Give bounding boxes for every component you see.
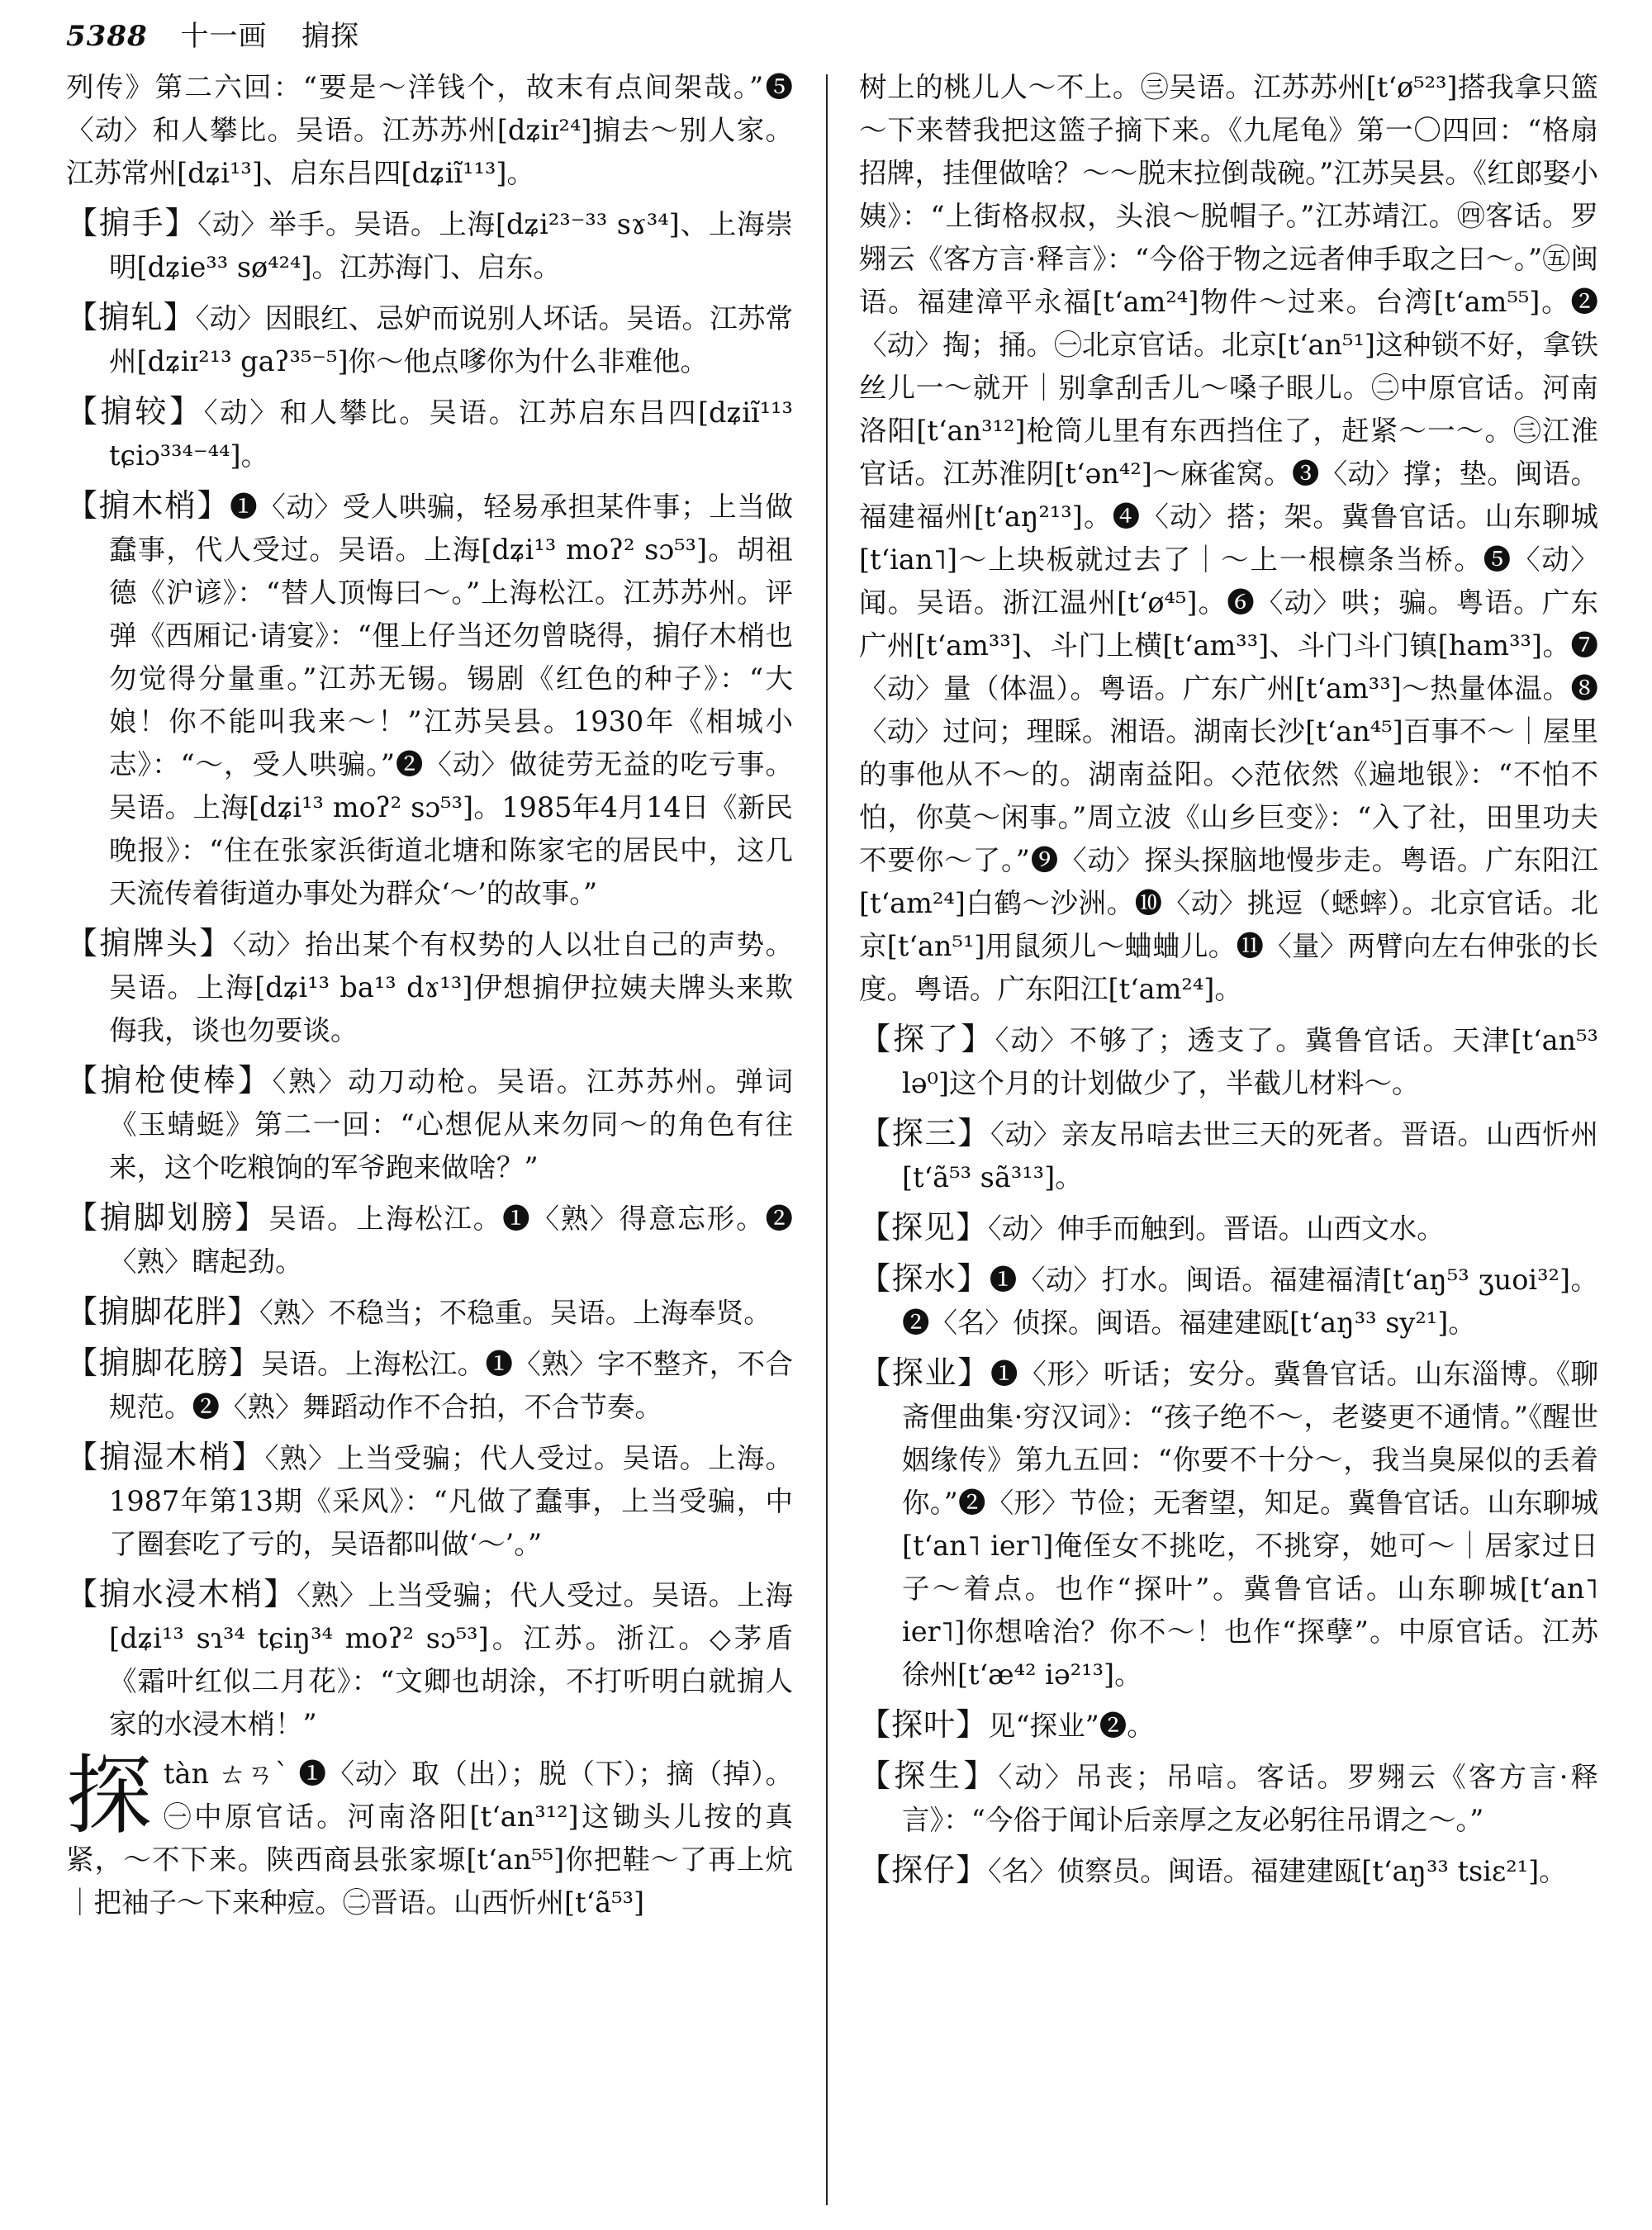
column-divider bbox=[826, 74, 828, 2205]
dictionary-entry bbox=[859, 1848, 1598, 1893]
entry-text: 〈名〉侦察员。闽语。福建建瓯[tʻaŋ³³ tsiɛ²¹]。 bbox=[988, 1855, 1567, 1887]
entry-headword: 【掮较】 bbox=[66, 393, 204, 429]
entry-text: ❶〈动〉受人哄骗，轻易承担某件事；上当做蠢事，代人受过。吴语。上海[dʑi¹³ moʔ² sɔ⁵³]。胡祖德《沪谚》：“替人顶悔曰～。”上海松江。江苏苏州。评弹《西厢记·请宴》：“俚上仔当还勿曾晓得，掮仔木梢也勿觉得分量重。”江苏无锡。锡剧《红色的种子》：“大娘！你不能叫我来～！”江苏吴县。1930年《相城小志》：“～，受人哄骗。”❷〈动〉做徒劳无益的吃亏事。吴语。上海[dʑi¹³ moʔ² sɔ⁵³]。1985年4月14日《新民晚报》：“住在张家浜街道北塘和陈家宅的居民中，这几天流传着街道办事处为群众‘～’的故事。” bbox=[109, 491, 793, 909]
entry-text: 列传》第二六回：“要是～洋钱个，故末有点间架哉。”❺〈动〉和人攀比。吴语。江苏苏州[dʑiɪ²⁴]掮去～别人家。江苏常州[dʑi¹³]、启东吕四[dʑiĩ¹¹³]。 bbox=[66, 71, 793, 189]
entry-headword: 【掮水浸木梢】 bbox=[66, 1576, 297, 1612]
dictionary-entry bbox=[66, 1435, 793, 1566]
head-character-entry bbox=[66, 1745, 793, 1924]
entry-headword: 【掮木梢】 bbox=[66, 487, 230, 524]
entry-headword: 【探叶】 bbox=[859, 1706, 989, 1743]
entry-headword: 【掮手】 bbox=[66, 205, 198, 241]
dictionary-entry bbox=[66, 1196, 793, 1283]
dictionary-entry bbox=[66, 484, 793, 915]
entry-text: 树上的桃儿人～不上。㊂吴语。江苏苏州[tʻø⁵²³]搭我拿只篮～下来替我把这篮子摘下来。《九尾龟》第一〇四回：“格扇招牌，挂俚做啥？～～脱末拉倒哉碗。”江苏吴县。《红郎娶小姨》：“上街格叔叔，头浪～脱帽子。”江苏靖江。㊃客话。罗翙云《客方言·释言》：“今俗于物之远者伸手取之曰～。”㊄闽语。福建漳平永福[tʻam²⁴]物件～过来。台湾[tʻam⁵⁵]。❷〈动〉掏；捅。㊀北京官话。北京[tʻan⁵¹]这种锁不好，拿铁丝儿一～就开｜别拿刮舌儿～嗓子眼儿。㊁中原官话。河南洛阳[tʻan³¹²]枪筒儿里有东西挡住了，赶紧～一～。㊂江淮官话。江苏淮阴[tʻən⁴²]～麻雀窝。❸〈动〉撑；垫。闽语。福建福州[tʻaŋ²¹³]。❹〈动〉搭；架。冀鲁官话。山东聊城[tʻian˥]～上块板就过去了｜～上一根檩条当桥。❺〈动〉闻。吴语。浙江温州[tʻø⁴⁵]。❻〈动〉哄；骗。粤语。广东广州[tʻam³³]、斗门上横[tʻam³³]、斗门斗门镇[ham³³]。❼〈动〉量（体温）。粤语。广东广州[tʻam³³]～热量体温。❽〈动〉过问；理睬。湘语。湖南长沙[tʻan⁴⁵]百事不～｜屋里的事他从不～的。湖南益阳。◇范依然《遍地银》：“不怕不怕，你莫～闲事。”周立波《山乡巨变》：“入了社，田里功夫不要你～了。”❾〈动〉探头探脑地慢步走。粤语。广东阳江[tʻam²⁴]白鹤～沙洲。❿〈动〉挑逗（蟋蟀）。北京官话。北京[tʻan⁵¹]用鼠须儿～蛐蛐儿。⓫〈量〉两臂向左右伸张的长度。粤语。广东阳江[tʻam²⁴]。 bbox=[859, 71, 1598, 1005]
entry-text: 〈动〉抬出某个有权势的人以壮自己的声势。吴语。上海[dʑi¹³ ba¹³ dɤ¹³]伊想掮伊拉姨夫牌头来欺侮我，谈也勿要谈。 bbox=[109, 928, 793, 1046]
entry-headword: 【探了】 bbox=[859, 1021, 995, 1057]
page-number: 5388 bbox=[66, 20, 148, 53]
entry-text: 吴语。上海松江。❶〈熟〉得意忘形。❷〈熟〉瞎起劲。 bbox=[109, 1203, 793, 1278]
section-label: 十一画 bbox=[180, 20, 268, 53]
entry-text: 〈动〉亲友吊唁去世三天的死者。晋语。山西忻州[tʻã⁵³ sã³¹³]。 bbox=[902, 1118, 1598, 1193]
dictionary-entry bbox=[859, 1206, 1598, 1250]
entry-headword: 【掮枪使棒】 bbox=[66, 1062, 273, 1098]
dictionary-entry bbox=[66, 1573, 793, 1746]
entry-headword: 【掮脚划膀】 bbox=[66, 1199, 269, 1236]
dictionary-entry bbox=[66, 1341, 793, 1429]
entry-headword: 【掮脚花胖】 bbox=[66, 1293, 260, 1330]
continued-entry-text bbox=[859, 66, 1598, 1011]
dictionary-entry bbox=[859, 1351, 1598, 1696]
entry-text: 〈动〉伸手而触到。晋语。山西文水。 bbox=[988, 1212, 1445, 1245]
entry-text: 〈熟〉上当受骗；代人受过。吴语。上海。1987年第13期《采风》：“凡做了蠢事，上当受骗，中了圈套吃了亏的，吴语都叫做‘～’。” bbox=[109, 1442, 793, 1560]
dictionary-entry bbox=[66, 1059, 793, 1189]
entry-headword: 【掮牌头】 bbox=[66, 925, 233, 961]
entry-text: 〈动〉和人攀比。吴语。江苏启东吕四[dʑiĩ¹¹³ tɕiɔ³³⁴⁻⁴⁴]。 bbox=[109, 396, 793, 472]
page-title: 掮探 bbox=[301, 20, 360, 53]
entry-headword: 【掮湿木梢】 bbox=[66, 1439, 265, 1475]
entry-text: 〈熟〉不稳当；不稳重。吴语。上海奉贤。 bbox=[259, 1297, 771, 1329]
dictionary-entry bbox=[859, 1018, 1598, 1105]
page-header bbox=[66, 12, 1611, 61]
entry-headword: 【探见】 bbox=[859, 1209, 989, 1245]
entry-headword: 【掮轧】 bbox=[66, 299, 196, 335]
dictionary-entry bbox=[66, 390, 793, 477]
entry-text: 吴语。上海松江。❶〈熟〉字不整齐，不合规范。❷〈熟〉舞蹈动作不合拍，不合节奏。 bbox=[109, 1348, 793, 1423]
entry-headword: 【探业】 bbox=[859, 1355, 990, 1391]
dictionary-entry bbox=[859, 1754, 1598, 1842]
entry-headword: 【探三】 bbox=[859, 1115, 990, 1151]
left-column bbox=[66, 66, 793, 2213]
entry-text: 〈熟〉动刀动枪。吴语。江苏苏州。弹词《玉蜻蜓》第二一回：“心想伲从来勿同～的角色有往来，这个吃粮饷的军爷跑来做啥？” bbox=[109, 1065, 793, 1184]
entry-text: ❶〈动〉打水。闽语。福建福清[tʻaŋ⁵³ ʒuoi³²]。❷〈名〉侦探。闽语。福建建瓯[tʻaŋ³³ sy²¹]。 bbox=[902, 1264, 1598, 1339]
dictionary-entry bbox=[859, 1257, 1598, 1345]
dictionary-entry bbox=[66, 296, 793, 383]
entry-text: 〈动〉因眼红、忌妒而说别人坏话。吴语。江苏常州[dʑiɪ²¹³ gaʔ³⁵⁻⁵]你～他点嗲你为什么非难他。 bbox=[109, 302, 793, 377]
entry-text: 〈动〉举手。吴语。上海[dʑi²³⁻³³ sɤ³⁴]、上海崇明[dʑie³³ sø⁴²⁴]。江苏海门、启东。 bbox=[109, 208, 793, 283]
entry-text: tàn ㄊㄢˋ ❶〈动〉取（出）；脱（下）；摘（掉）。㊀中原官话。河南洛阳[tʻan³¹²]这锄头儿按的真紧，～不下来。陕西商县张家塬[tʻan⁵⁵]你把鞋～了再上炕｜把袖子～下来种痘。㊁晋语。山西忻州[tʻã⁵³] bbox=[66, 1758, 793, 1919]
entry-text: ❶〈形〉听话；安分。冀鲁官话。山东淄博。《聊斋俚曲集·穷汉词》：“孩子绝不～，老婆更不通情。”《醒世姻缘传》第九五回：“你要不十分～，我当臭屎似的丢着你。”❷〈形〉节俭；无奢望，知足。冀鲁官话。山东聊城[tʻan˥ ier˥]俺侄女不挑吃，不挑穿，她可～｜居家过日子～着点。也作“探叶”。冀鲁官话。山东聊城[tʻan˥ ier˥]你想啥治？你不～！也作“探孽”。中原官话。江苏徐州[tʻæ⁴² iə²¹³]。 bbox=[902, 1358, 1598, 1691]
dictionary-entry bbox=[66, 202, 793, 289]
dictionary-entry bbox=[859, 1703, 1598, 1748]
continued-entry-text bbox=[66, 66, 793, 195]
entry-headword: 【探仔】 bbox=[859, 1852, 989, 1888]
dictionary-entry bbox=[66, 1290, 793, 1335]
entry-text: 〈动〉不够了；透支了。冀鲁官话。天津[tʻan⁵³ lə⁰]这个月的计划做少了，半截儿材料～。 bbox=[902, 1024, 1598, 1099]
entry-text: 〈熟〉上当受骗；代人受过。吴语。上海[dʑi¹³ sɿ³⁴ tɕiŋ³⁴ moʔ² sɔ⁵³]。江苏。浙江。◇茅盾《霜叶红似二月花》：“文卿也胡涂，不打听明白就掮人家的水浸木梢！” bbox=[109, 1579, 793, 1740]
entry-text: 见“探业”❷。 bbox=[988, 1710, 1155, 1742]
entry-text: 〈动〉吊丧；吊唁。客话。罗翙云《客方言·释言》：“今俗于闻讣后亲厚之友必躬往吊谓之～。” bbox=[902, 1761, 1598, 1836]
dictionary-entry bbox=[859, 1112, 1598, 1199]
head-character: 探 bbox=[66, 1745, 153, 1846]
dictionary-entry bbox=[66, 922, 793, 1052]
right-column bbox=[859, 66, 1598, 2213]
entry-headword: 【掮脚花膀】 bbox=[66, 1345, 262, 1381]
entry-headword: 【探水】 bbox=[859, 1260, 990, 1297]
entry-headword: 【探生】 bbox=[859, 1758, 999, 1794]
